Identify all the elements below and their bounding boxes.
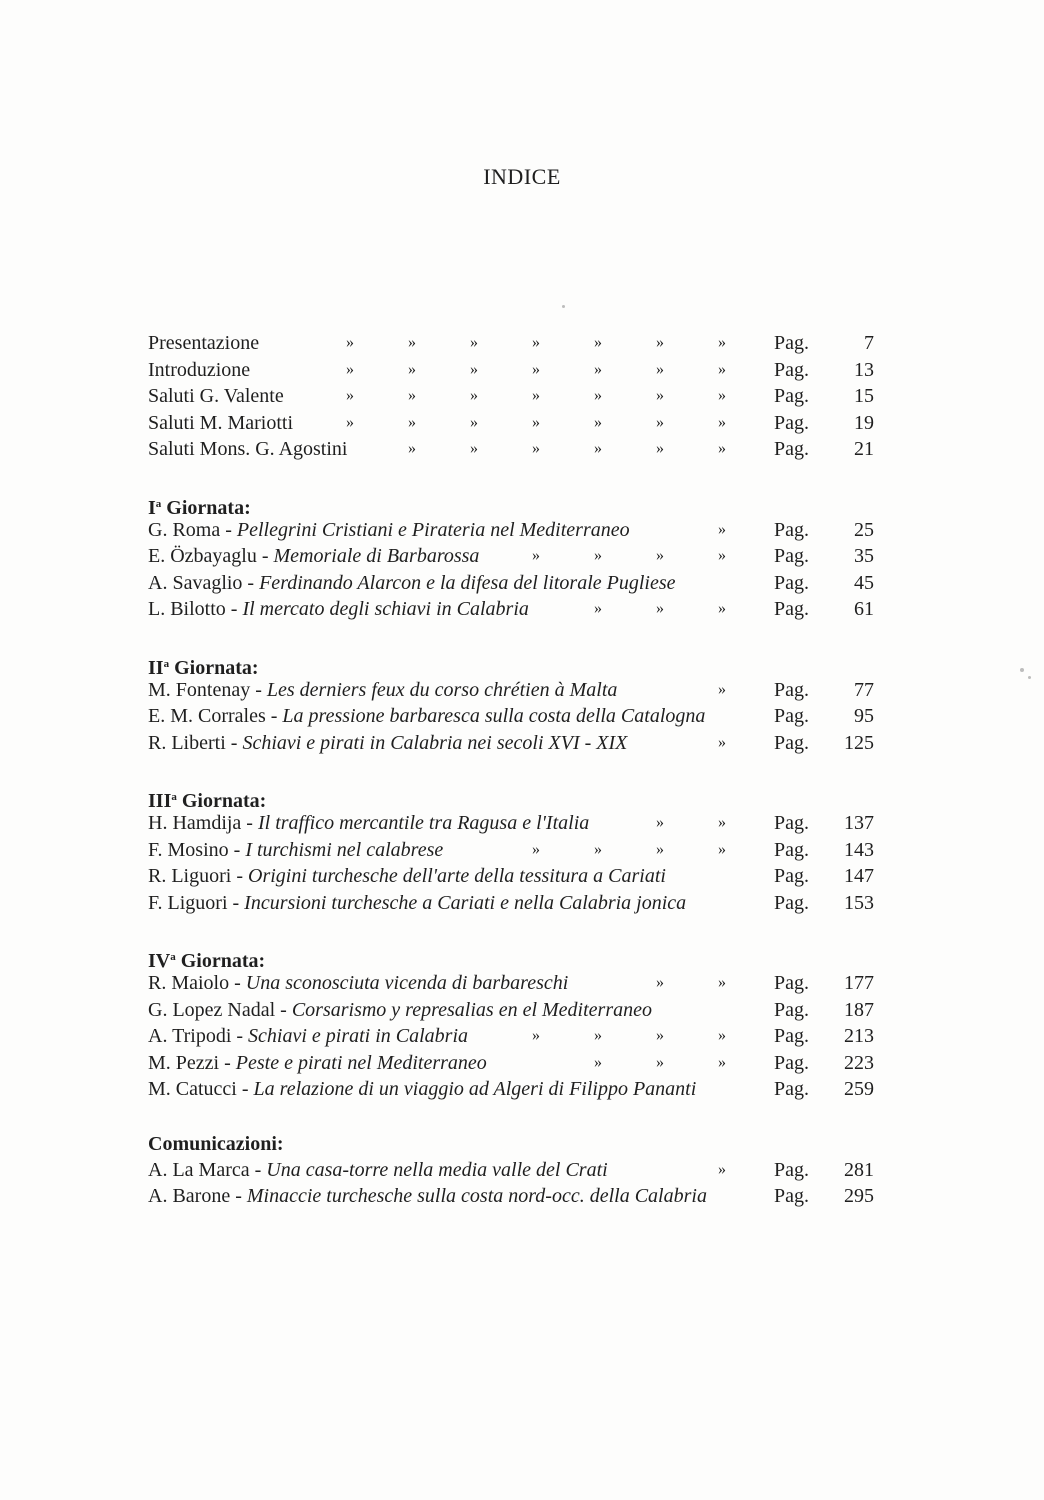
page-label: Pag.: [774, 1051, 809, 1074]
toc-entry[interactable]: [148, 837, 878, 864]
paper-speck: [1020, 668, 1024, 672]
leader-mark: »: [656, 814, 664, 831]
entry-author: Presentazione: [148, 332, 260, 354]
leader-mark: »: [408, 334, 416, 351]
section-heading-ordinal: a: [163, 657, 170, 670]
entry-author: R. Liberti -: [148, 731, 243, 754]
entry-author: A. Tripodi -: [148, 1025, 249, 1047]
entry-title: Una sconosciuta vicenda di barbareschi: [245, 972, 569, 994]
toc-entry[interactable]: [148, 677, 878, 704]
toc-entry-text: [148, 730, 627, 757]
leader-mark: »: [656, 387, 664, 404]
leader-mark: »: [718, 733, 726, 751]
section-heading-numeral: III: [148, 790, 172, 812]
leader-mark: »: [656, 440, 664, 457]
entry-title: Pellegrini Cristiani e Pirateria nel Mediterraneo: [236, 518, 630, 541]
section-heading: [148, 784, 878, 810]
entry-author: G. Roma -: [148, 518, 237, 541]
page-number: 125: [844, 731, 874, 754]
page-label: Pag.: [774, 358, 809, 381]
page-label: Pag.: [774, 518, 809, 541]
entry-author: M. Catucci -: [148, 1078, 254, 1100]
toc-entry[interactable]: [148, 383, 878, 410]
entry-title: Incursioni turchesche a Cariati e nella Calabria jonica: [244, 891, 687, 914]
page-label: Pag.: [774, 678, 809, 701]
toc-entry[interactable]: [148, 1157, 878, 1184]
leader-mark: »: [718, 547, 726, 564]
page-label: Pag.: [774, 411, 809, 434]
entry-title: Origini turchesche dell'arte della tessitura a Cariati: [248, 865, 666, 887]
leader-mark: »: [532, 334, 540, 351]
toc-entry[interactable]: [148, 1183, 878, 1210]
toc-entry[interactable]: [148, 1050, 878, 1077]
page-label: Pag.: [774, 571, 809, 594]
page-number: 153: [844, 891, 874, 914]
page-label: Pag.: [774, 332, 809, 354]
entry-author: Introduzione: [148, 358, 251, 381]
entry-title: Ferdinando Alarcon e la difesa del litorale Pugliese: [259, 571, 676, 594]
page-number: 223: [844, 1051, 874, 1074]
leader-mark: »: [718, 440, 726, 457]
page-label: Pag.: [774, 998, 809, 1021]
leader-mark: »: [718, 814, 726, 831]
page-number: 295: [844, 1185, 874, 1207]
entry-author: G. Lopez Nadal -: [148, 998, 292, 1021]
leader-mark: »: [594, 413, 602, 431]
section-heading-label: Giornata:: [176, 790, 267, 812]
page-label: Pag.: [774, 731, 809, 754]
leader-mark: »: [532, 413, 540, 431]
page-label: Pag.: [774, 1078, 809, 1100]
toc-section: [148, 651, 878, 757]
section-heading-label: Giornata:: [175, 950, 266, 972]
leader-mark: »: [470, 387, 478, 404]
entry-title: Memoriale di Barbarossa: [273, 545, 480, 567]
leader-mark: »: [532, 840, 540, 858]
leader-mark: »: [594, 600, 602, 617]
page-label: Pag.: [774, 438, 809, 460]
toc-entry-text: [148, 1076, 696, 1103]
toc-entry-text: [148, 517, 630, 544]
leader-mark: »: [656, 413, 664, 431]
entry-author: A. Barone -: [148, 1185, 247, 1207]
entry-author: A. La Marca -: [148, 1158, 267, 1181]
leader-mark: »: [346, 413, 354, 431]
leader-mark: »: [594, 840, 602, 858]
toc-entry-text: [148, 863, 666, 890]
toc-entry-text: [148, 837, 443, 864]
entry-author: Saluti M. Mariotti: [148, 411, 293, 434]
toc-entry[interactable]: [148, 890, 878, 917]
leader-mark: »: [470, 334, 478, 351]
leader-mark: »: [718, 1053, 726, 1071]
toc-entry[interactable]: [148, 596, 878, 623]
section-heading: [148, 651, 878, 677]
page-number: 61: [854, 598, 874, 620]
page-label: Pag.: [774, 812, 809, 834]
section-heading-label: Giornata:: [169, 656, 259, 679]
entry-author: H. Hamdija -: [148, 812, 258, 834]
leader-mark: »: [532, 440, 540, 457]
entry-author: L. Bilotto -: [148, 598, 243, 620]
toc-entry-text: [148, 330, 259, 357]
page-number: 15: [854, 385, 874, 407]
section-heading-numeral: IV: [148, 950, 171, 972]
toc-entry-text: [148, 997, 652, 1024]
page-number: 35: [854, 545, 874, 567]
toc-entry[interactable]: [148, 543, 878, 570]
toc-entry[interactable]: [148, 436, 878, 463]
leader-mark: »: [594, 334, 602, 351]
toc-entry-text: [148, 810, 589, 837]
entry-title: Corsarismo y represalias en el Mediterraneo: [291, 998, 652, 1021]
entry-author: M. Fontenay -: [148, 678, 267, 701]
page-number: 213: [844, 1025, 874, 1047]
page-label: Pag.: [774, 838, 809, 861]
toc-entry-text: [148, 1183, 707, 1210]
section-heading-ordinal: a: [170, 951, 176, 963]
toc-entry-text: [148, 1023, 468, 1050]
page-label: Pag.: [774, 1158, 809, 1181]
toc-entry[interactable]: [148, 330, 878, 357]
page-number: 143: [844, 838, 874, 861]
entry-author: R. Liguori -: [148, 865, 248, 887]
leader-mark: »: [532, 387, 540, 404]
leader-mark: »: [656, 360, 664, 378]
entry-author: E. M. Corrales -: [148, 705, 283, 727]
page-number: 147: [844, 865, 874, 887]
toc-entry-text: [148, 1157, 608, 1184]
section-heading-label: Comunicazioni:: [148, 1132, 284, 1155]
leader-mark: »: [718, 600, 726, 617]
entry-title: I turchismi nel calabrese: [245, 838, 444, 861]
entry-title: Una casa-torre nella media valle del Crati: [266, 1158, 608, 1181]
toc-entry-text: [148, 570, 676, 597]
leader-mark: »: [470, 360, 478, 378]
toc-entry[interactable]: [148, 863, 878, 890]
entry-title: La relazione di un viaggio ad Algeri di Filippo Pananti: [253, 1078, 697, 1100]
page-number: 137: [844, 812, 874, 834]
toc-entry[interactable]: [148, 1023, 878, 1050]
entry-title: Il traffico mercantile tra Ragusa e l'Italia: [257, 812, 590, 834]
leader-mark: »: [718, 334, 726, 351]
leader-mark: »: [594, 387, 602, 404]
page-label: Pag.: [774, 1025, 809, 1047]
page-label: Pag.: [774, 545, 809, 567]
leader-mark: »: [656, 1053, 664, 1071]
toc-entry-text: [148, 410, 293, 437]
page-number: 21: [854, 438, 874, 460]
page-label: Pag.: [774, 865, 809, 887]
toc-entry[interactable]: [148, 570, 878, 597]
entry-author: F. Liguori -: [148, 891, 245, 914]
entry-author: M. Pezzi -: [148, 1051, 236, 1074]
toc-entry-text: [148, 436, 347, 463]
leader-mark: »: [594, 1027, 602, 1044]
page-number: 95: [854, 705, 874, 727]
leader-mark: »: [656, 600, 664, 617]
leader-mark: »: [346, 387, 354, 404]
toc-entry[interactable]: [148, 410, 878, 437]
leader-mark: »: [470, 440, 478, 457]
leader-mark: »: [594, 547, 602, 564]
page-number: 25: [854, 518, 874, 541]
leader-mark: »: [594, 360, 602, 378]
leader-mark: »: [656, 974, 664, 991]
toc-entry[interactable]: [148, 810, 878, 837]
toc-entry[interactable]: [148, 970, 878, 997]
leader-mark: »: [718, 520, 726, 538]
page-label: Pag.: [774, 1185, 809, 1207]
leader-mark: »: [656, 547, 664, 564]
leader-mark: »: [718, 1027, 726, 1044]
leader-mark: »: [718, 840, 726, 858]
entry-title: La pressione barbaresca sulla costa della Catalogna: [282, 705, 706, 727]
toc-entry-text: [148, 357, 250, 384]
leader-mark: »: [408, 360, 416, 378]
section-heading: [148, 944, 878, 970]
page-label: Pag.: [774, 598, 809, 620]
toc-entry-text: [148, 890, 686, 917]
leader-mark: »: [718, 387, 726, 404]
entry-title: Les derniers feux du corso chrétien à Malta: [266, 678, 618, 701]
entry-author: R. Maiolo -: [148, 972, 246, 994]
page-number: 45: [854, 571, 874, 594]
leader-mark: »: [718, 974, 726, 991]
page-number: 7: [864, 332, 874, 354]
toc-entry[interactable]: [148, 997, 878, 1024]
toc-entry[interactable]: [148, 703, 878, 730]
page-number: 19: [854, 411, 874, 434]
section-heading: [148, 491, 878, 517]
paper-speck: [562, 305, 565, 308]
toc-entry-text: [148, 383, 284, 410]
entry-author: A. Savaglio -: [148, 571, 260, 594]
table-of-contents: [148, 330, 878, 1238]
toc-entry[interactable]: [148, 517, 878, 544]
paper-speck: [1028, 676, 1031, 679]
page-number: 259: [844, 1078, 874, 1100]
entry-title: Peste e pirati nel Mediterraneo: [235, 1051, 487, 1074]
toc-entry-text: [148, 1050, 487, 1077]
section-heading-ordinal: a: [171, 791, 177, 803]
entry-title: Minaccie turchesche sulla costa nord-occ. della Calabria: [246, 1185, 707, 1207]
toc-section: [148, 491, 878, 623]
leader-mark: »: [532, 547, 540, 564]
leader-mark: »: [718, 360, 726, 378]
toc-entry[interactable]: [148, 1076, 878, 1103]
page-title: INDICE: [483, 164, 561, 189]
entry-title: Schiavi e pirati in Calabria nei secoli XVI - XIX: [242, 731, 628, 754]
toc-section: [148, 330, 878, 463]
section-heading-label: Giornata:: [161, 496, 251, 519]
leader-mark: »: [346, 334, 354, 351]
page-number: 281: [844, 1158, 874, 1181]
page-label: Pag.: [774, 385, 809, 407]
toc-entry-text: [148, 703, 705, 730]
toc-entry[interactable]: [148, 730, 878, 757]
toc-section: [148, 944, 878, 1103]
entry-title: Il mercato degli schiavi in Calabria: [242, 598, 529, 620]
leader-mark: »: [718, 1160, 726, 1178]
toc-entry-text: [148, 543, 479, 570]
leader-mark: »: [656, 334, 664, 351]
section-heading-numeral: I: [148, 496, 156, 519]
section-heading-numeral: II: [148, 656, 164, 679]
leader-mark: »: [408, 440, 416, 457]
section-heading-ordinal: a: [155, 497, 162, 510]
leader-mark: »: [718, 413, 726, 431]
entry-author: Saluti G. Valente: [148, 385, 284, 407]
page-label: Pag.: [774, 972, 809, 994]
leader-mark: »: [346, 360, 354, 378]
toc-entry-text: [148, 596, 529, 623]
leader-mark: »: [718, 680, 726, 698]
leader-mark: »: [408, 387, 416, 404]
toc-entry-text: [148, 970, 568, 997]
leader-mark: »: [656, 840, 664, 858]
section-heading: [148, 1131, 878, 1157]
toc-entry-text: [148, 677, 617, 704]
page-label: Pag.: [774, 705, 809, 727]
page-number: 187: [844, 998, 874, 1021]
page-label: Pag.: [774, 891, 809, 914]
entry-author: E. Özbayaglu -: [148, 545, 274, 567]
toc-entry[interactable]: [148, 357, 878, 384]
leader-mark: »: [594, 440, 602, 457]
page-number: 177: [844, 972, 874, 994]
leader-mark: »: [656, 1027, 664, 1044]
leader-mark: »: [470, 413, 478, 431]
page-number: 77: [854, 678, 874, 701]
entry-author: Saluti Mons. G. Agostini: [148, 438, 348, 460]
entry-title: Schiavi e pirati in Calabria: [248, 1025, 469, 1047]
leader-mark: »: [594, 1053, 602, 1071]
entry-author: F. Mosino -: [148, 838, 246, 861]
leader-mark: »: [532, 360, 540, 378]
page-number: 13: [854, 358, 874, 381]
leader-mark: »: [408, 413, 416, 431]
toc-section: [148, 784, 878, 916]
leader-mark: »: [532, 1027, 540, 1044]
toc-section: [148, 1131, 878, 1210]
